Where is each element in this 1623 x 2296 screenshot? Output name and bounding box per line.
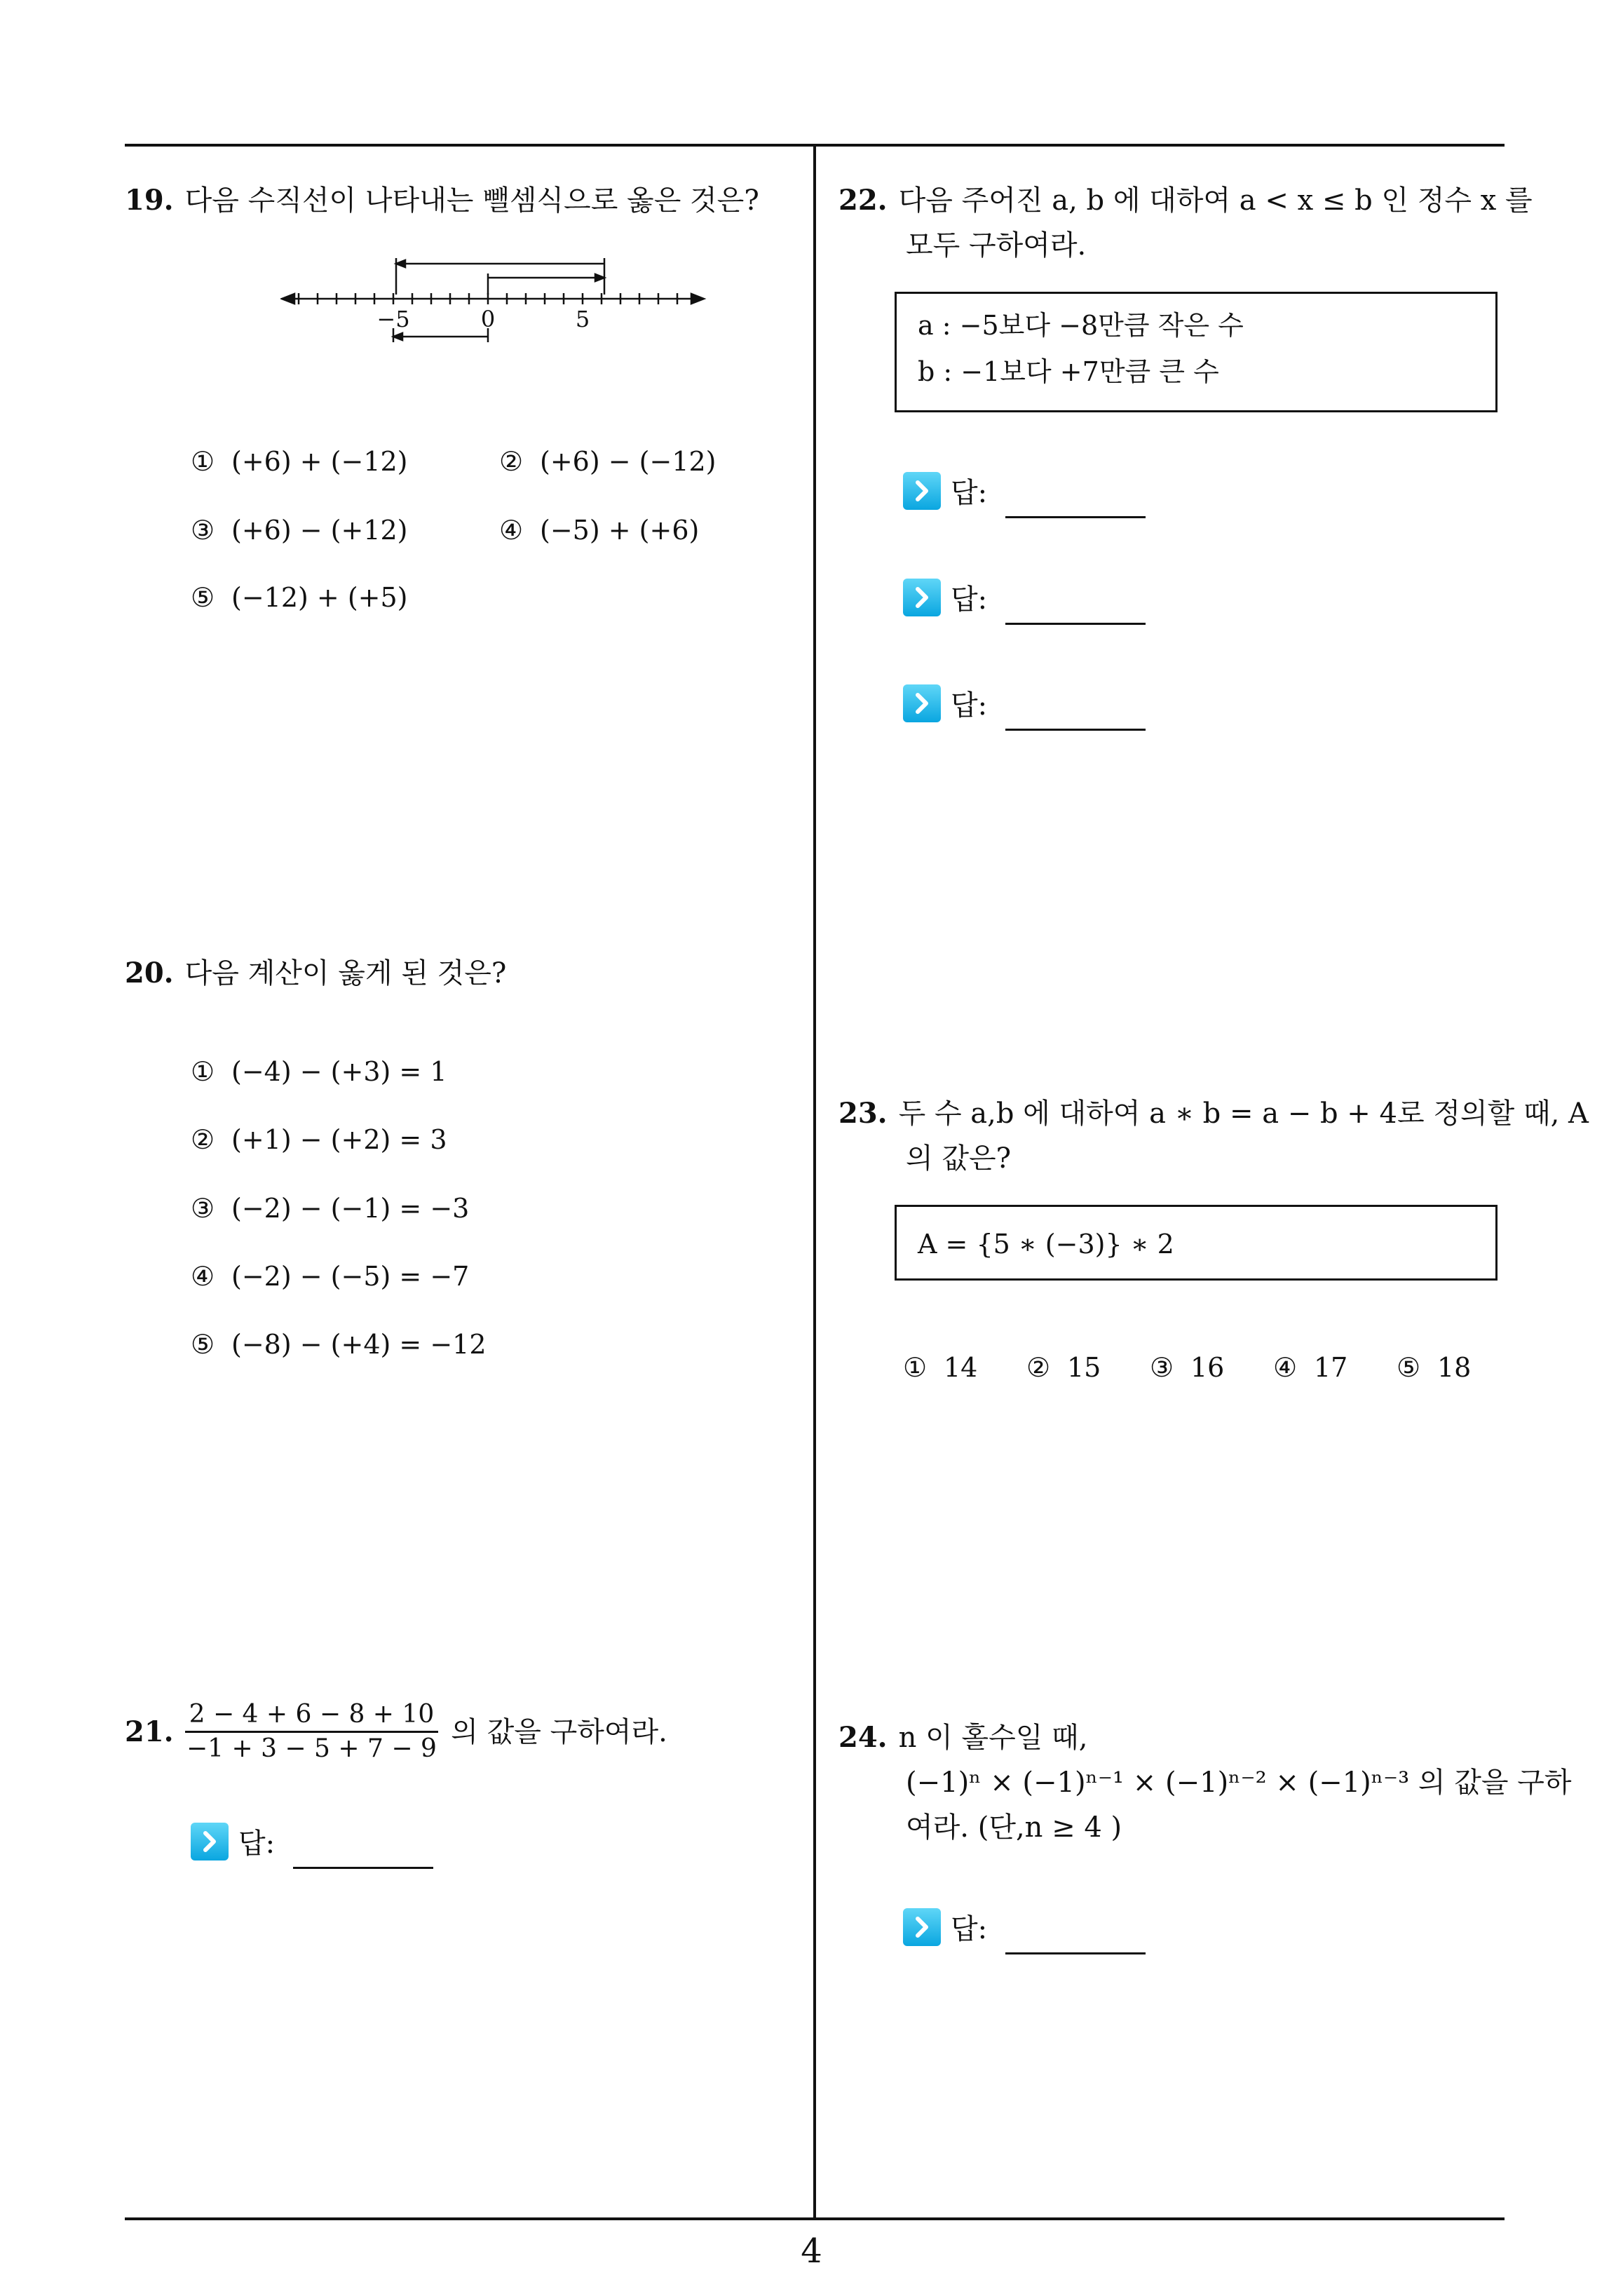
question-23 — [838, 1091, 1589, 1181]
question-text: 다음 주어진 a, b 에 대하여 a < x ≤ b 인 정수 x 를 — [898, 184, 1533, 217]
choice-1[interactable]: ① 14 — [903, 1352, 978, 1383]
question-20 — [125, 951, 506, 996]
answer-row — [903, 569, 1146, 625]
answer-label: 답: — [951, 583, 988, 616]
choice-5[interactable]: ⑤ 18 — [1397, 1352, 1472, 1383]
condition-a: a : −5보다 −8만큼 작은 수 — [918, 310, 1244, 341]
question-21 — [125, 1699, 667, 1765]
answer-blank[interactable] — [293, 1839, 433, 1869]
question-text: 두 수 a,b 에 대하여 a ∗ b = a − b + 4로 정의할 때, A — [898, 1098, 1589, 1130]
choice-3[interactable]: ③ 16 — [1150, 1352, 1225, 1383]
question-number: 19. — [125, 184, 174, 217]
question-number: 24. — [838, 1721, 888, 1754]
choice-3[interactable]: ③ (−2) − (−1) = −3 — [191, 1193, 470, 1224]
answer-row — [903, 1899, 1146, 1954]
chevron-right-icon — [191, 1823, 229, 1861]
question-number: 23. — [838, 1097, 888, 1130]
fraction-numerator: 2 − 4 + 6 − 8 + 10 — [185, 1699, 439, 1733]
question-number: 20. — [125, 957, 174, 990]
tick-label: 0 — [480, 306, 496, 332]
choice-4[interactable]: ④ 17 — [1273, 1352, 1348, 1383]
question-text-continued: 모두 구하여라. — [906, 229, 1087, 262]
answer-label: 답: — [951, 1913, 988, 1945]
chevron-right-icon — [903, 1908, 941, 1946]
choice-1[interactable]: ① (−4) − (+3) = 1 — [191, 1056, 447, 1087]
condition-b: b : −1보다 +7만큼 큰 수 — [918, 356, 1219, 387]
answer-label: 답: — [951, 689, 988, 722]
question-text: 의 값을 구하여라. — [451, 1715, 667, 1748]
column-divider — [813, 144, 816, 2220]
question-text: n 이 홀수일 때, — [898, 1722, 1088, 1754]
answer-blank[interactable] — [1005, 1924, 1146, 1954]
question-22 — [838, 178, 1533, 268]
question-text: 다음 계산이 옳게 된 것은? — [184, 957, 507, 990]
fraction-denominator: −1 + 3 − 5 + 7 − 9 — [186, 1734, 437, 1763]
chevron-right-icon — [903, 579, 941, 616]
axis-right-arrow — [691, 294, 704, 304]
question-text-continued: (−1)ⁿ × (−1)ⁿ⁻¹ × (−1)ⁿ⁻² × (−1)ⁿ⁻³ 의 값을 구하 — [906, 1767, 1572, 1799]
answer-row — [903, 463, 1146, 518]
question-19 — [125, 178, 759, 223]
answer-row — [903, 675, 1146, 731]
answer-row — [191, 1814, 433, 1869]
axis-left-arrow — [282, 294, 294, 304]
choice-1[interactable]: ① (+6) + (−12) — [191, 446, 408, 477]
choice-4[interactable]: ④ (−5) + (+6) — [499, 515, 700, 546]
definition-box — [895, 1205, 1498, 1281]
answer-blank[interactable] — [1005, 595, 1146, 625]
chevron-right-icon — [903, 472, 941, 510]
answer-label: 답: — [951, 477, 988, 509]
choice-3[interactable]: ③ (+6) − (+12) — [191, 515, 408, 546]
choice-2[interactable]: ② 15 — [1026, 1352, 1101, 1383]
condition-box — [895, 292, 1498, 412]
question-text: 다음 수직선이 나타내는 뺄셈식으로 옳은 것은? — [184, 184, 759, 217]
question-number: 22. — [838, 184, 888, 217]
answer-label: 답: — [238, 1828, 276, 1860]
choice-5[interactable]: ⑤ (−12) + (+5) — [191, 582, 408, 613]
choice-2[interactable]: ② (+6) − (−12) — [499, 446, 717, 477]
question-24 — [838, 1715, 1572, 1850]
page-number: 4 — [801, 2231, 822, 2271]
choice-5[interactable]: ⑤ (−8) − (+4) = −12 — [191, 1329, 487, 1360]
chevron-right-icon — [903, 684, 941, 722]
tick-label: −5 — [376, 306, 410, 332]
choice-2[interactable]: ② (+1) − (+2) = 3 — [191, 1124, 447, 1155]
question-number: 21. — [125, 1715, 174, 1748]
expression: A = {5 ∗ (−3)} ∗ 2 — [918, 1229, 1174, 1260]
axis-ticks — [299, 293, 677, 304]
choice-4[interactable]: ④ (−2) − (−5) = −7 — [191, 1261, 470, 1292]
tick-label: 5 — [575, 306, 590, 332]
question-text-continued: 여라. (단,n ≥ 4 ) — [906, 1811, 1122, 1844]
number-line-figure — [280, 252, 715, 351]
answer-blank[interactable] — [1005, 701, 1146, 731]
bottom-rule — [125, 2217, 1505, 2220]
question-text-continued: 의 값은? — [906, 1142, 1012, 1175]
fraction-expression — [185, 1699, 439, 1765]
answer-blank[interactable] — [1005, 488, 1146, 518]
